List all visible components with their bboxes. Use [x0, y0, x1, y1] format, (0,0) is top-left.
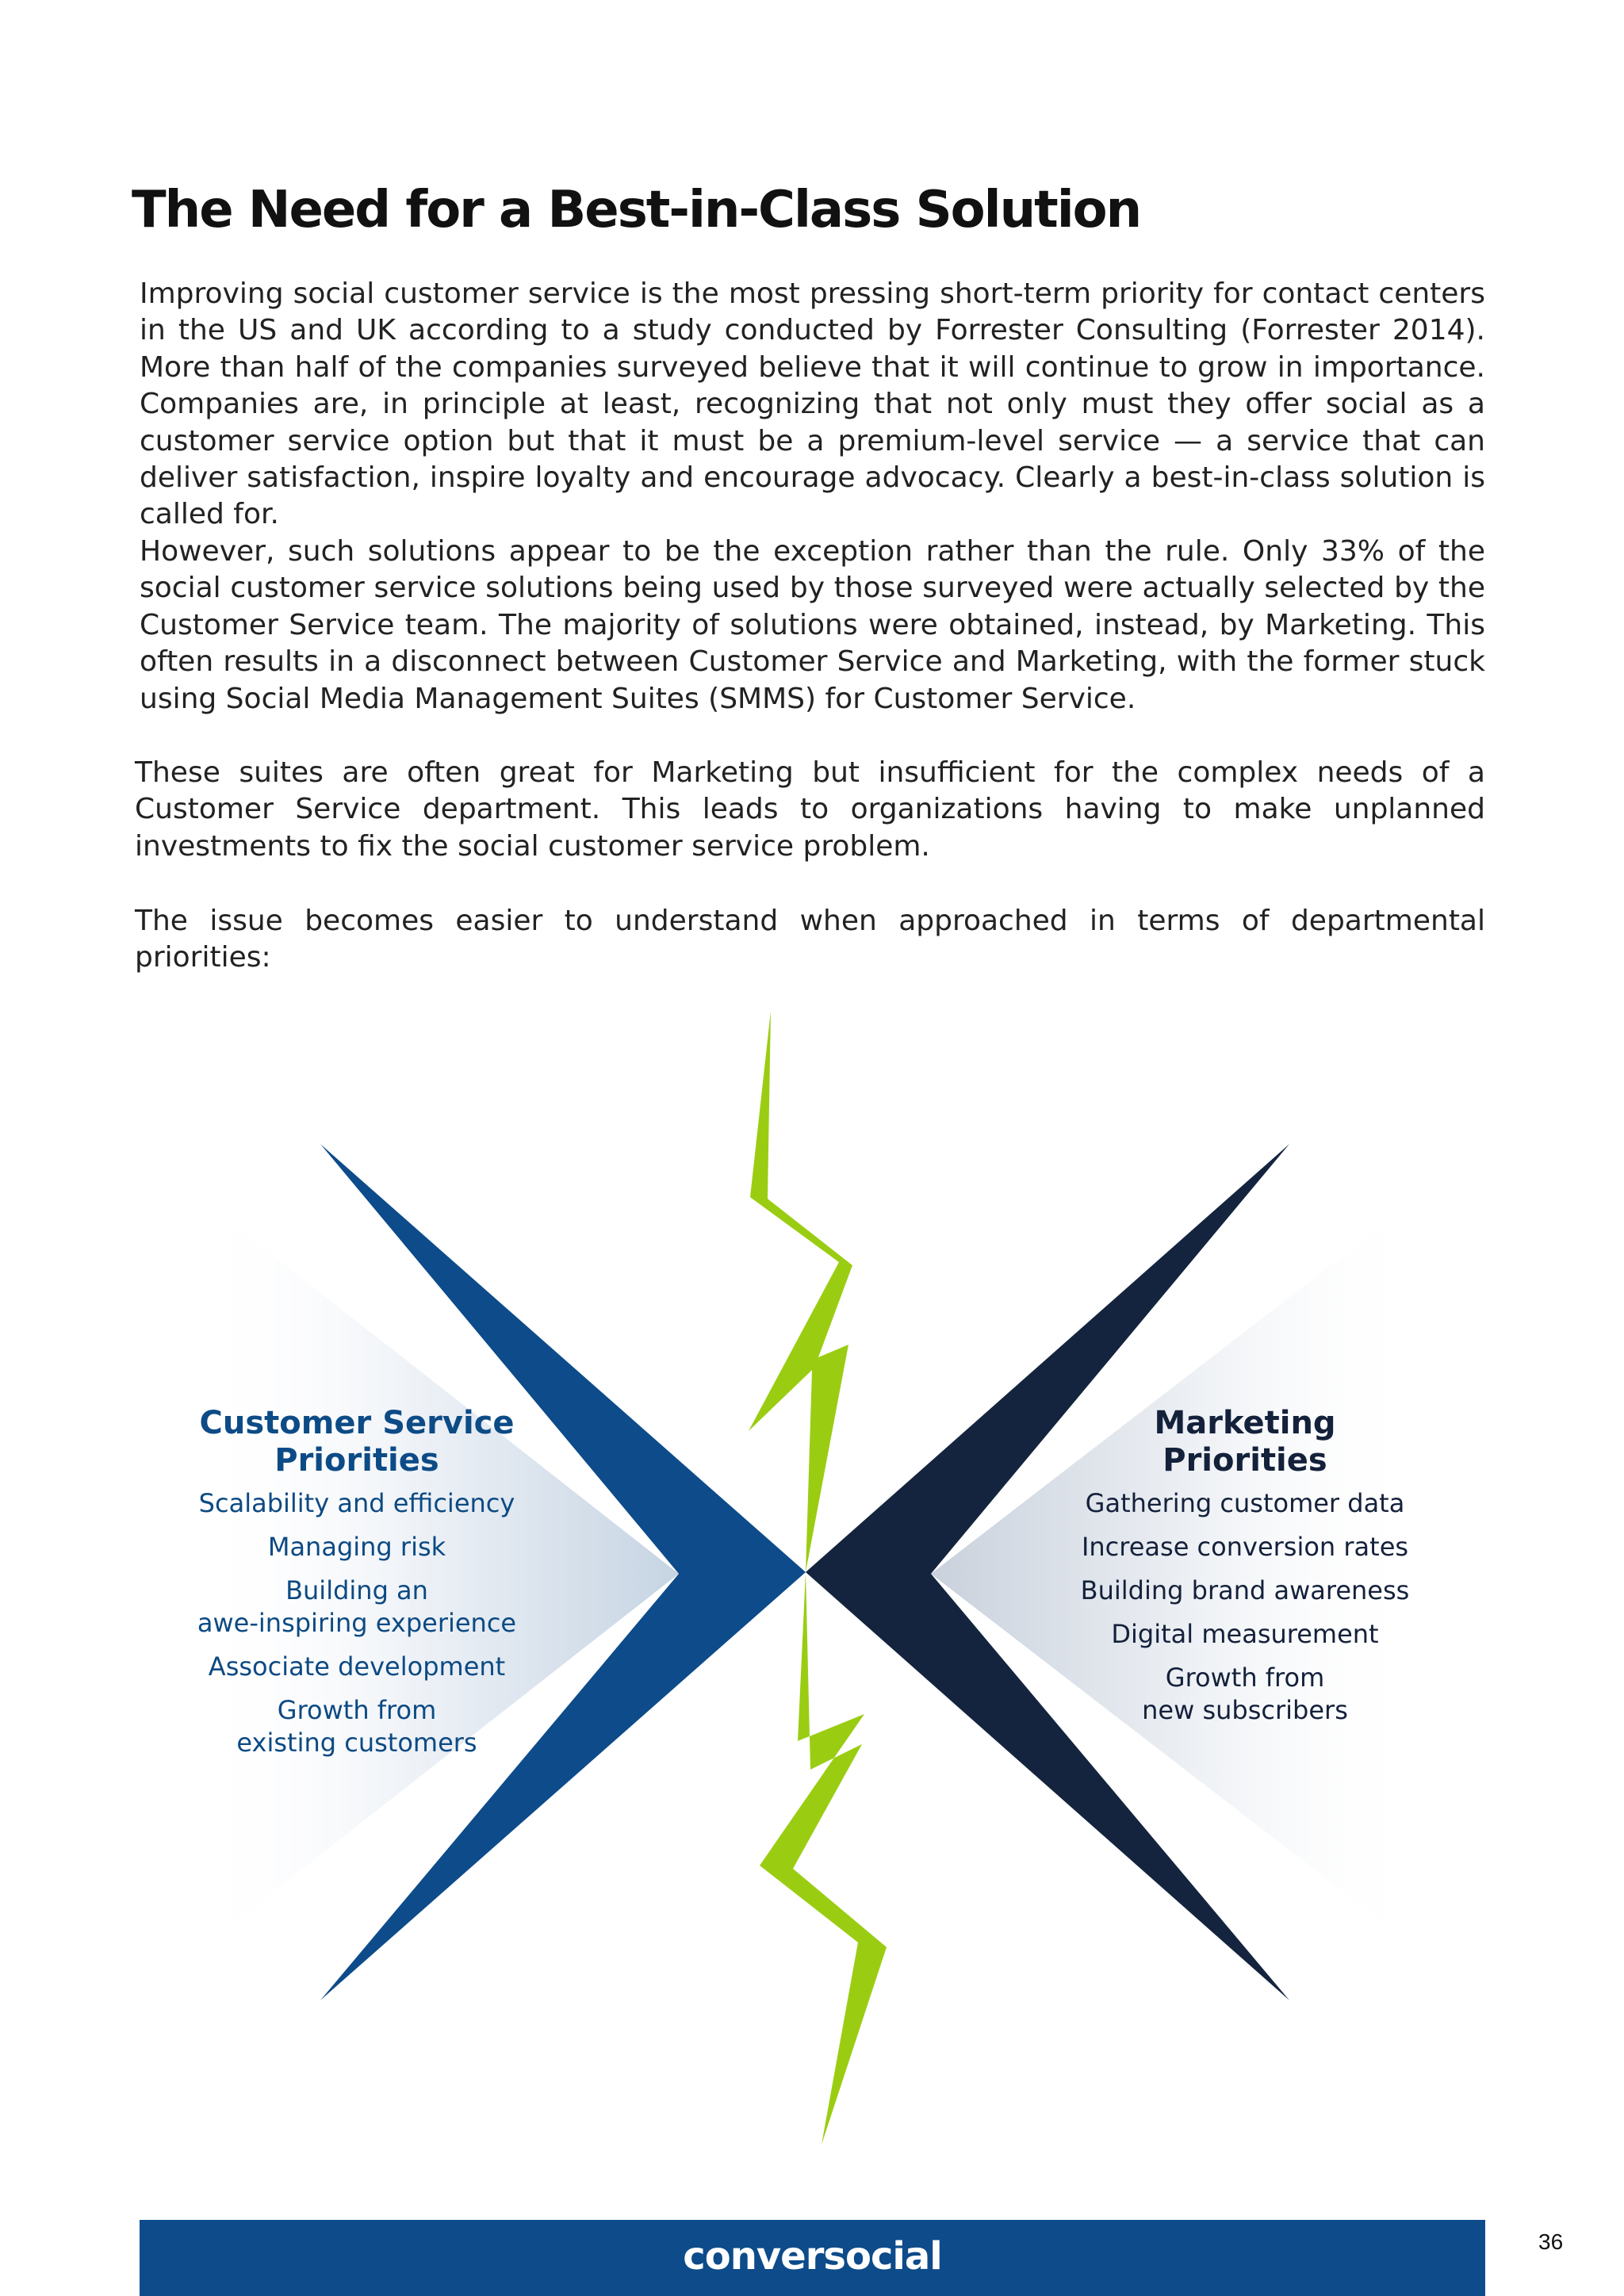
priority-item-line: awe-inspiring experience [197, 1608, 517, 1638]
priority-item [174, 1694, 539, 1759]
heading-line: Marketing [1154, 1405, 1336, 1441]
heading-line: Priorities [1162, 1442, 1327, 1479]
priority-item [1063, 1662, 1427, 1727]
footer-bar [140, 2220, 1485, 2296]
heading-line: Customer Service [199, 1405, 515, 1441]
page-title: The Need for a Best-in-Class Solution [132, 181, 1141, 239]
heading-line: Priorities [274, 1442, 439, 1479]
priority-item: Scalability and efficiency [198, 1488, 515, 1518]
marketing-heading [1063, 1405, 1427, 1479]
priority-item: Gathering customer data [1085, 1488, 1405, 1518]
customer-service-heading [174, 1405, 539, 1479]
priority-item-line: Growth from [277, 1695, 437, 1725]
marketing-priorities [1063, 1405, 1427, 1738]
lightning-bolt-upper [749, 1011, 852, 1572]
page-number: 36 [1538, 2229, 1564, 2254]
priority-item-line: Building an [285, 1575, 428, 1605]
priority-item [174, 1575, 539, 1640]
priority-item-line: Growth from [1165, 1663, 1325, 1693]
priority-item-line: new subscribers [1142, 1695, 1348, 1725]
priority-item: Associate development [208, 1651, 506, 1682]
body-paragraph: Improving social customer service is the most pressing short-term priority for contact centers in the US and UK according to a study conducted by Forrester Consulting (Forrester 2014). More than half of the companies surveyed believe that it will continue to grow in importance. Companies are, in principle at least, recognizing that not only must they offer social as a customer service option but that it must be a premium-level service — a service that can deliver satisfaction, inspire loyalty and encourage advocacy. Clearly a best-in-class solution is called for. [140, 277, 1485, 531]
priority-item-line: existing customers [236, 1728, 477, 1758]
body-paragraph: The issue becomes easier to understand when approached in terms of departmental priorities: [135, 905, 1485, 974]
priority-item: Increase conversion rates [1081, 1532, 1409, 1562]
body-paragraph: However, such solutions appear to be the exception rather than the rule. Only 33% of the social customer service solutions being used by those surveyed were actually selected by the Customer Service team. The majority of solutions were obtained, instead, by Marketing. This often results in a disconnect between Customer Service and Marketing, with the former stuck using Social Media Management Suites (SMMS) for Customer Service. [140, 535, 1485, 715]
priority-item: Digital measurement [1111, 1619, 1379, 1649]
priority-item: Managing risk [267, 1532, 446, 1562]
conversocial-logo: conversocial [683, 2234, 942, 2279]
body-paragraph: These suites are often great for Marketing but insufficient for the complex needs of a Customer Service department. This leads to organizations having to make unplanned investments to fix the social customer service problem. [135, 756, 1485, 863]
priority-item: Building brand awareness [1080, 1575, 1410, 1605]
customer-service-priorities [174, 1405, 539, 1770]
